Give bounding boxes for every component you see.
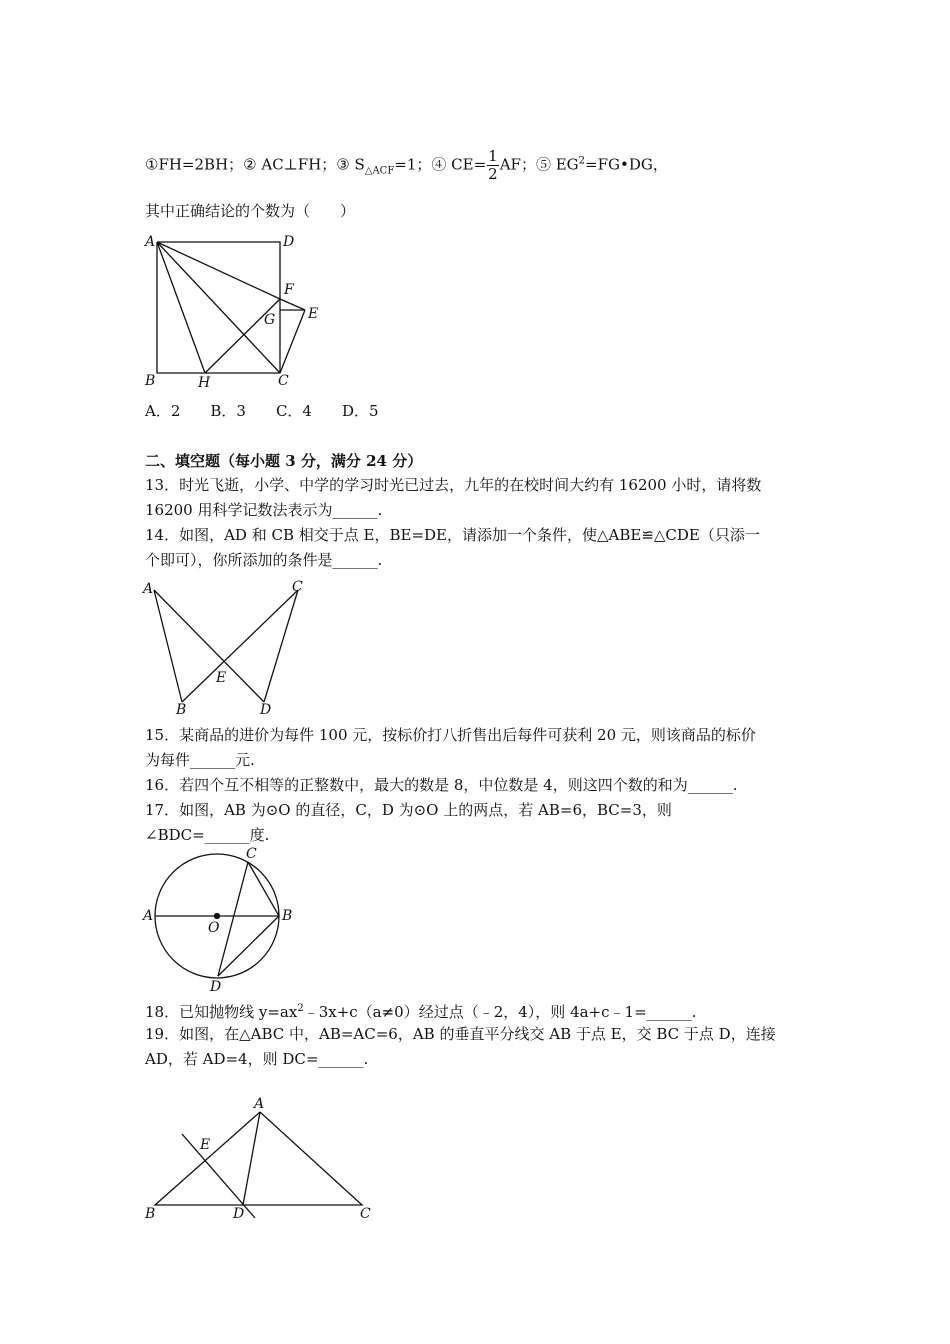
q13-line1: 13．时光飞逝，小学、中学的学习时光已过去，九年的在校时间大约有 16200 小时，请将数 <box>145 476 762 494</box>
q15-line2: 为每件______元. <box>145 751 255 769</box>
label-D: D <box>210 979 222 995</box>
segment-AF <box>157 242 280 299</box>
label-D: D <box>233 1206 245 1222</box>
q12-s1-end: =FG•DG， <box>585 155 668 174</box>
label-O: O <box>208 920 220 936</box>
label-A: A <box>254 1096 265 1112</box>
q14-figure <box>140 578 315 718</box>
label-D: D <box>260 702 272 718</box>
label-C: C <box>278 373 289 389</box>
q18-line <box>145 998 696 1023</box>
q12-s1-sub: △ACF <box>364 165 395 177</box>
segment-AB <box>154 590 182 702</box>
q12-figure <box>140 232 340 392</box>
q12-fraction <box>487 148 499 183</box>
label-B: B <box>282 908 293 924</box>
q17-line2: ∠BDC=______度. <box>145 826 270 844</box>
center-dot <box>215 914 220 919</box>
label-D: D <box>283 234 295 250</box>
section-heading: 二、填空题（每小题 3 分，满分 24 分） <box>145 452 423 470</box>
q18-sup: 2 <box>297 1003 304 1014</box>
segment-BC <box>248 862 279 916</box>
q13-line2: 16200 用科学记数法表示为______. <box>145 501 383 519</box>
q19-line1: 19．如图，在△ABC 中，AB=AC=6，AB 的垂直平分线交 AB 于点 E，交 BC 于点 D，连接 <box>145 1025 776 1043</box>
segment-BD <box>218 916 279 976</box>
q17-figure <box>140 848 300 993</box>
q19-line2: AD，若 AD=4，则 DC=______. <box>145 1050 369 1068</box>
q14-line2: 个即可），你所添加的条件是______. <box>145 551 383 569</box>
q12-prompt: 其中正确结论的个数为（ ） <box>145 202 356 220</box>
segment-AH <box>157 242 205 373</box>
q12-s1-tail: =1；④ CE= <box>394 155 487 174</box>
label-A: A <box>143 908 154 924</box>
triangle-ABC <box>155 1112 362 1205</box>
label-C: C <box>360 1206 371 1222</box>
q18-post: ﹣3x+c（a≠0）经过点（﹣2，4），则 4a+c﹣1=______. <box>303 1003 697 1021</box>
q16-line1: 16．若四个互不相等的正整数中，最大的数是 8，中位数是 4，则这四个数的和为______. <box>145 776 738 794</box>
q18-pre: 18．已知抛物线 y=ax <box>145 1003 298 1021</box>
q12-s1: ①FH=2BH；② AC⊥FH；③ S <box>145 155 365 174</box>
q12-s1-sup: 2 <box>578 155 586 167</box>
q12-s1-af: AF；⑤ EG <box>499 155 579 174</box>
q17-line1: 17．如图，AB 为⊙O 的直径，C，D 为⊙O 上的两点，若 AB=6，BC=3，则 <box>145 801 672 819</box>
label-B: B <box>176 702 187 718</box>
q14-line1: 14．如图，AD 和 CB 相交于点 E，BE=DE，请添加一个条件，使△ABE≌△CDE（只添一 <box>145 526 760 544</box>
label-C: C <box>292 579 303 595</box>
label-A: A <box>145 234 156 250</box>
label-G: G <box>264 312 276 328</box>
segment-FE <box>280 299 305 310</box>
q15-line1: 15．某商品的进价为每件 100 元，按标价打八折售出后每件可获利 20 元，则该商品的标价 <box>145 726 756 744</box>
q19-figure <box>140 1092 390 1232</box>
label-B: B <box>145 373 156 389</box>
label-E: E <box>308 306 319 322</box>
label-F: F <box>284 282 294 298</box>
segment-AD <box>243 1112 260 1205</box>
label-A: A <box>143 581 154 597</box>
label-H: H <box>198 375 211 391</box>
segment-CD <box>218 862 248 976</box>
segment-AC <box>157 242 280 373</box>
q12-options: A．2 B．3 C．4 D．5 <box>145 402 379 420</box>
q12-conclusions <box>145 148 668 183</box>
segment-CE <box>280 310 305 373</box>
label-E: E <box>216 670 227 686</box>
fraction-numerator: 1 <box>488 147 498 165</box>
label-E: E <box>200 1137 211 1153</box>
label-C: C <box>246 846 257 862</box>
label-B: B <box>145 1206 156 1222</box>
segment-A-D <box>154 590 264 702</box>
fraction-denominator: 2 <box>488 165 498 183</box>
